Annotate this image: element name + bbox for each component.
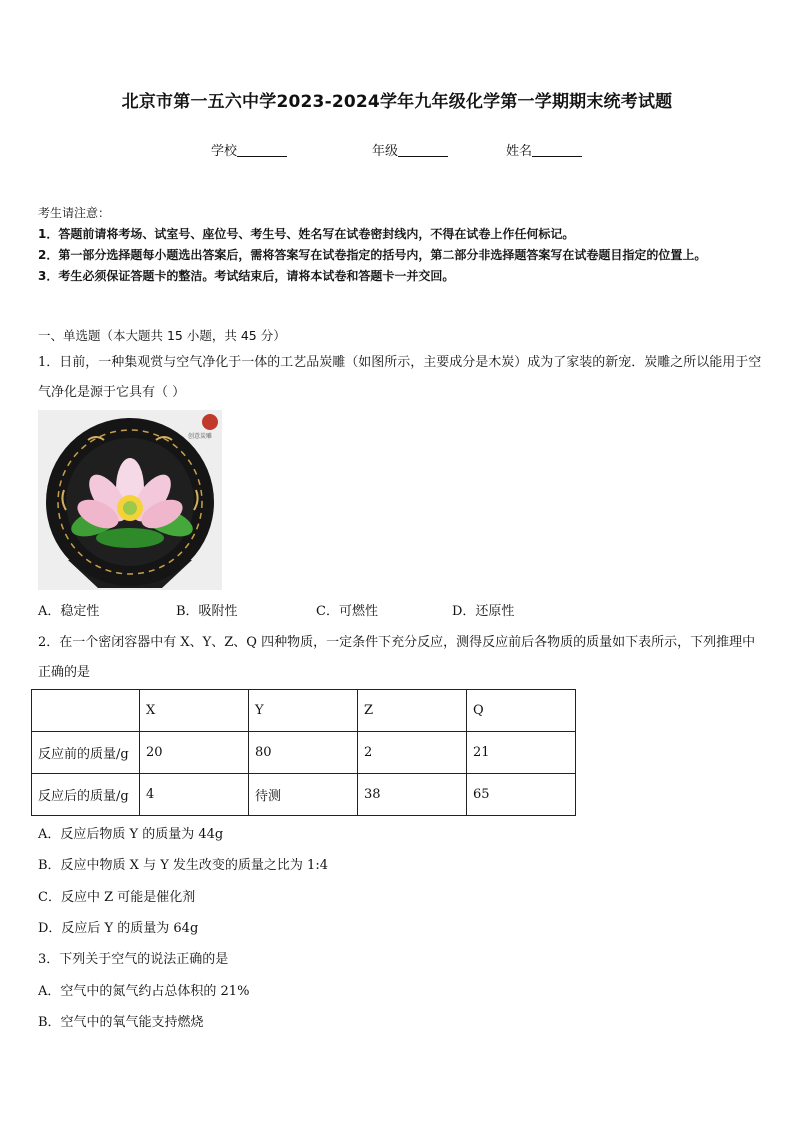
- question-1-options: [38, 600, 658, 622]
- table-cell: 20: [140, 732, 249, 774]
- option-b: B．吸附性: [176, 604, 238, 619]
- q2-option-c: C．反应中 Z 可能是催化剂: [38, 890, 196, 905]
- table-cell: 反应后的质量/g: [32, 774, 140, 816]
- mass-data-table: [31, 689, 576, 816]
- q2-option-b: B．反应中物质 X 与 Y 发生改变的质量之比为 1:4: [38, 858, 328, 873]
- table-cell: 21: [467, 732, 576, 774]
- exam-notes: [38, 203, 758, 287]
- table-header-cell: Q: [467, 690, 576, 732]
- lotus-carving-image: [38, 410, 222, 590]
- grade-label: 年级: [372, 144, 399, 159]
- table-cell: 反应前的质量/g: [32, 732, 140, 774]
- table-header-row: [32, 690, 576, 732]
- name-blank: [532, 143, 582, 157]
- table-row: [32, 732, 576, 774]
- note-item: 1．答题前请将考场、试室号、座位号、考生号、姓名写在试卷密封线内，不得在试卷上作任何标记。: [38, 227, 575, 241]
- carbon-carving-figure: [38, 410, 222, 590]
- table-cell: 4: [140, 774, 249, 816]
- q3-option-a: A．空气中的氮气约占总体积的 21%: [38, 984, 250, 999]
- table-cell: 2: [358, 732, 467, 774]
- grade-field: [372, 140, 448, 159]
- school-field: [211, 140, 287, 159]
- note-item: 3．考生必须保证答题卡的整洁。考试结束后，请将本试卷和答题卡一并交回。: [38, 269, 455, 283]
- figure-stamp-text: 创意炭雕: [188, 433, 213, 440]
- name-field: [506, 140, 582, 159]
- table-cell: 待测: [249, 774, 358, 816]
- option-c: C．可燃性: [316, 604, 378, 619]
- page-title: 北京市第一五六中学2023-2024学年九年级化学第一学期期末统考试题: [121, 92, 673, 112]
- q2-option-a: A．反应后物质 Y 的质量为 44g: [38, 827, 224, 842]
- question-3-text: 3．下列关于空气的说法正确的是: [38, 952, 229, 967]
- q2-option-d: D．反应后 Y 的质量为 64g: [38, 921, 199, 936]
- question-2-text: 2．在一个密闭容器中有 X、Y、Z、Q 四种物质，一定条件下充分反应，测得反应前后各物质的质量如下表所示，下列推理中正确的是: [38, 635, 756, 680]
- option-d: D．还原性: [452, 604, 515, 619]
- option-a: A．稳定性: [38, 604, 100, 619]
- name-label: 姓名: [506, 144, 533, 159]
- table-cell: 80: [249, 732, 358, 774]
- table-header-cell: Y: [249, 690, 358, 732]
- table-header-cell: Z: [358, 690, 467, 732]
- note-item: 2．第一部分选择题每小题选出答案后，需将答案写在试卷指定的括号内，第二部分非选择题答案写在试卷题目指定的位置上。: [38, 248, 707, 262]
- table-cell: 38: [358, 774, 467, 816]
- section-title: 一、单选题（本大题共 15 小题，共 45 分）: [38, 328, 286, 343]
- table-header-cell: [32, 690, 140, 732]
- school-label: 学校: [211, 144, 238, 159]
- grade-blank: [398, 143, 448, 157]
- table-cell: 65: [467, 774, 576, 816]
- question-1-text: 1．日前，一种集观赏与空气净化于一体的工艺品炭雕（如图所示，主要成分是木炭）成为了家装的新宠．炭雕之所以能用于空气净化是源于它具有（ ）: [38, 355, 762, 400]
- q3-option-b: B．空气中的氧气能支持燃烧: [38, 1015, 204, 1030]
- notes-heading: 考生请注意：: [38, 206, 111, 220]
- table-row: [32, 774, 576, 816]
- school-blank: [237, 143, 287, 157]
- table-header-cell: X: [140, 690, 249, 732]
